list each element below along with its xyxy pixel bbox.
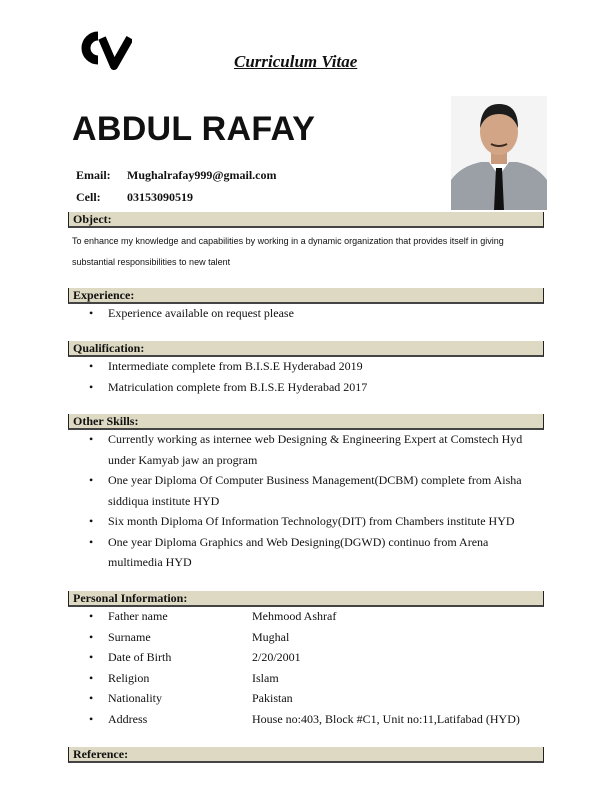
email-value: Mughalrafay999@gmail.com xyxy=(127,168,277,182)
info-key: Date of Birth xyxy=(108,650,172,664)
list-item: • Currently working as internee web Designing & Engineering Expert at Comstech Hyd under Kamyab jaw an program xyxy=(72,429,532,470)
info-value: Islam xyxy=(252,670,279,685)
info-value: Mehmood Ashraf xyxy=(252,609,337,623)
profile-photo xyxy=(451,96,547,210)
list-item xyxy=(72,709,548,730)
cell-label: Cell: xyxy=(76,190,101,204)
list-item: • Experience available on request please xyxy=(72,303,548,324)
info-key: Surname xyxy=(108,629,151,644)
personal-info-list xyxy=(72,606,548,729)
list-item xyxy=(72,606,548,627)
list-item: • Matriculation complete from B.I.S.E Hyderabad 2017 xyxy=(72,377,548,398)
section-header-personal-information: Personal Information: xyxy=(68,591,544,607)
section-header-qualification: Qualification: xyxy=(68,341,544,357)
list-item: • Six month Diploma Of Information Technology(DIT) from Chambers institute HYD xyxy=(72,511,532,532)
email-label: Email: xyxy=(76,168,111,182)
info-key: Nationality xyxy=(108,691,162,705)
section-header-reference: Reference: xyxy=(68,747,544,763)
list-item: • Intermediate complete from B.I.S.E Hyderabad 2019 xyxy=(72,356,548,377)
cell-value: 03153090519 xyxy=(127,190,193,204)
object-text: To enhance my knowledge and capabilities by working in a dynamic organization that provides itself in giving substantial responsibilities to new talent xyxy=(72,236,504,267)
list-item xyxy=(72,668,548,689)
section-header-object: Object: xyxy=(68,212,544,228)
list-item: • One year Diploma Graphics and Web Designing(DGWD) continuo from Arena multimedia HYD xyxy=(72,532,532,573)
list-item xyxy=(72,647,548,668)
section-header-other-skills: Other Skills: xyxy=(68,414,544,430)
section-header-experience: Experience: xyxy=(68,288,544,304)
info-key: Father name xyxy=(108,609,168,623)
experience-list xyxy=(72,303,548,324)
email-row xyxy=(76,168,276,183)
other-skills-list xyxy=(72,429,532,573)
candidate-name: ABDUL RAFAY xyxy=(72,110,316,148)
qualification-list xyxy=(72,356,548,397)
info-value: Pakistan xyxy=(252,691,293,705)
info-key: Religion xyxy=(108,670,150,685)
list-item xyxy=(72,688,548,709)
document-title: Curriculum Vitae xyxy=(234,52,358,71)
cell-row xyxy=(76,190,193,205)
list-item xyxy=(72,627,548,648)
info-value: Mughal xyxy=(252,629,290,644)
info-key: Address xyxy=(108,711,148,726)
cv-logo xyxy=(76,28,132,70)
info-value: House no:403, Block #C1, Unit no:11,Latifabad (HYD) xyxy=(252,711,520,726)
list-item: • One year Diploma Of Computer Business Management(DCBM) complete from Aisha siddiqua institute HYD xyxy=(72,470,532,511)
info-value: 2/20/2001 xyxy=(252,650,301,664)
